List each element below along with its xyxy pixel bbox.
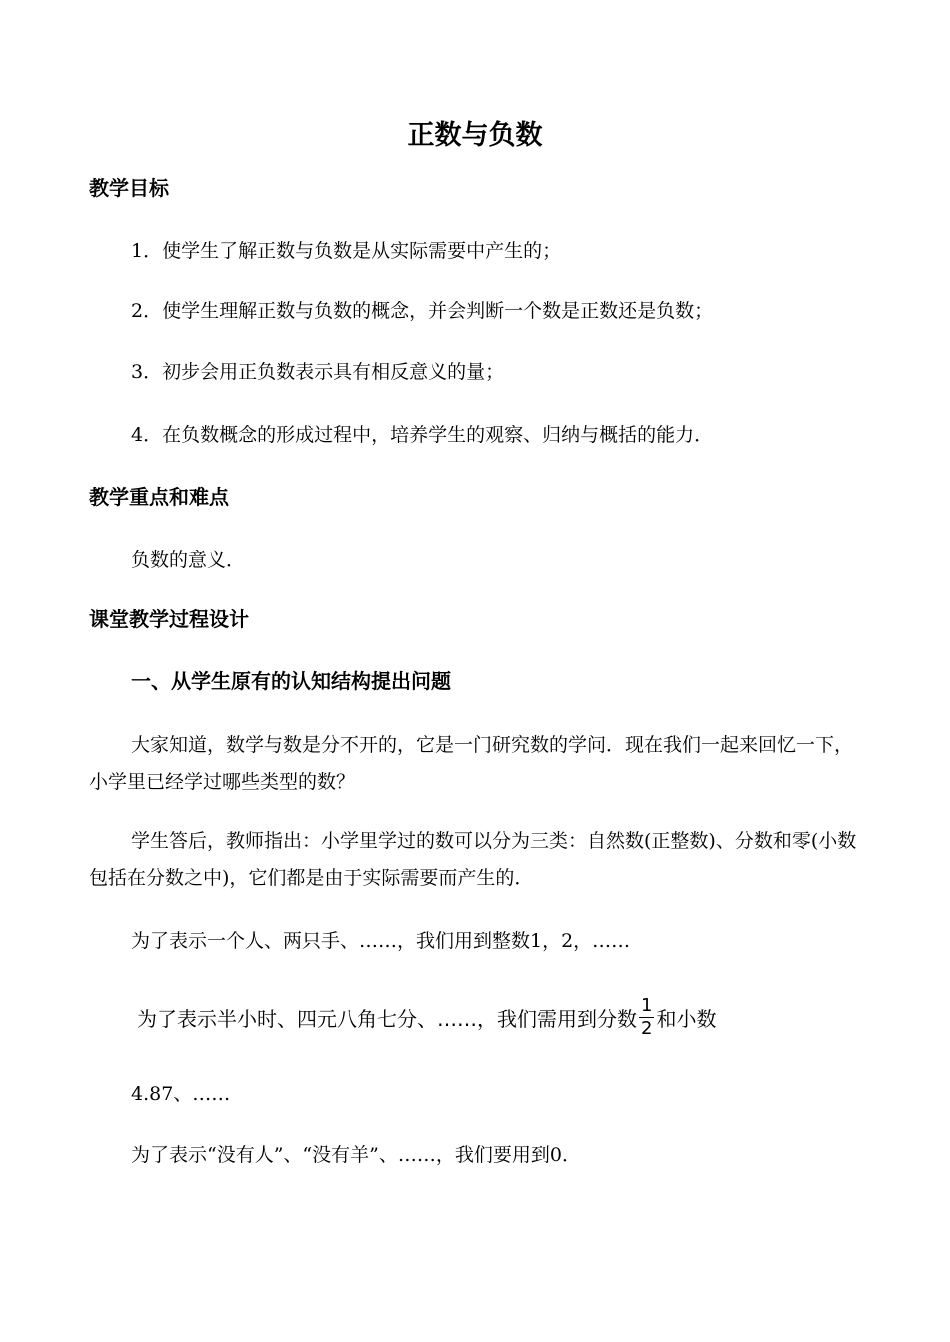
fraction-numerator: 1 <box>641 994 653 1016</box>
fraction-line-tail: 和小数 <box>656 1006 717 1031</box>
fraction-denominator: 2 <box>641 1017 653 1039</box>
key-point-text: 负数的意义． <box>131 549 246 571</box>
objective-item-2: 2．使学生理解正数与负数的概念，并会判断一个数是正数还是负数； <box>131 300 714 322</box>
fraction-one-half <box>639 994 654 1039</box>
paragraph-teacher: 学生答后，教师指出：小学里学过的数可以分为三类：自然数(正整数)、分数和零(小数包括在分数之中)，它们都是由于实际需要而产生的． <box>89 830 857 889</box>
objective-item-4: 4．在负数概念的形成过程中，培养学生的观察、归纳与概括的能力． <box>131 424 714 446</box>
paragraph-recall: 大家知道，数学与数是分不开的，它是一门研究数的学问．现在我们一起来回忆一下，小学里已经学过哪些类型的数？ <box>89 734 854 793</box>
decimal-line: 4.87、…… <box>131 1083 231 1105</box>
section-heading-objectives: 教学目标 <box>89 176 169 200</box>
objective-item-1: 1．使学生了解正数与负数是从实际需要中产生的； <box>131 240 562 262</box>
fraction-line <box>137 992 716 1042</box>
integer-line: 为了表示一个人、两只手、……，我们用到整数1，2，…… <box>131 930 631 952</box>
zero-line: 为了表示“没有人”、“没有羊”、……，我们要用到0． <box>131 1144 581 1166</box>
fraction-line-text: 为了表示半小时、四元八角七分、……，我们需用到分数 <box>137 1006 637 1031</box>
page-title: 正数与负数 <box>407 120 543 151</box>
objective-item-3: 3．初步会用正负数表示具有相反意义的量； <box>131 361 505 383</box>
section-heading-process: 课堂教学过程设计 <box>89 607 249 631</box>
section-heading-key-points: 教学重点和难点 <box>89 485 229 509</box>
sub-heading-part-one: 一、从学生原有的认知结构提出问题 <box>131 669 451 693</box>
